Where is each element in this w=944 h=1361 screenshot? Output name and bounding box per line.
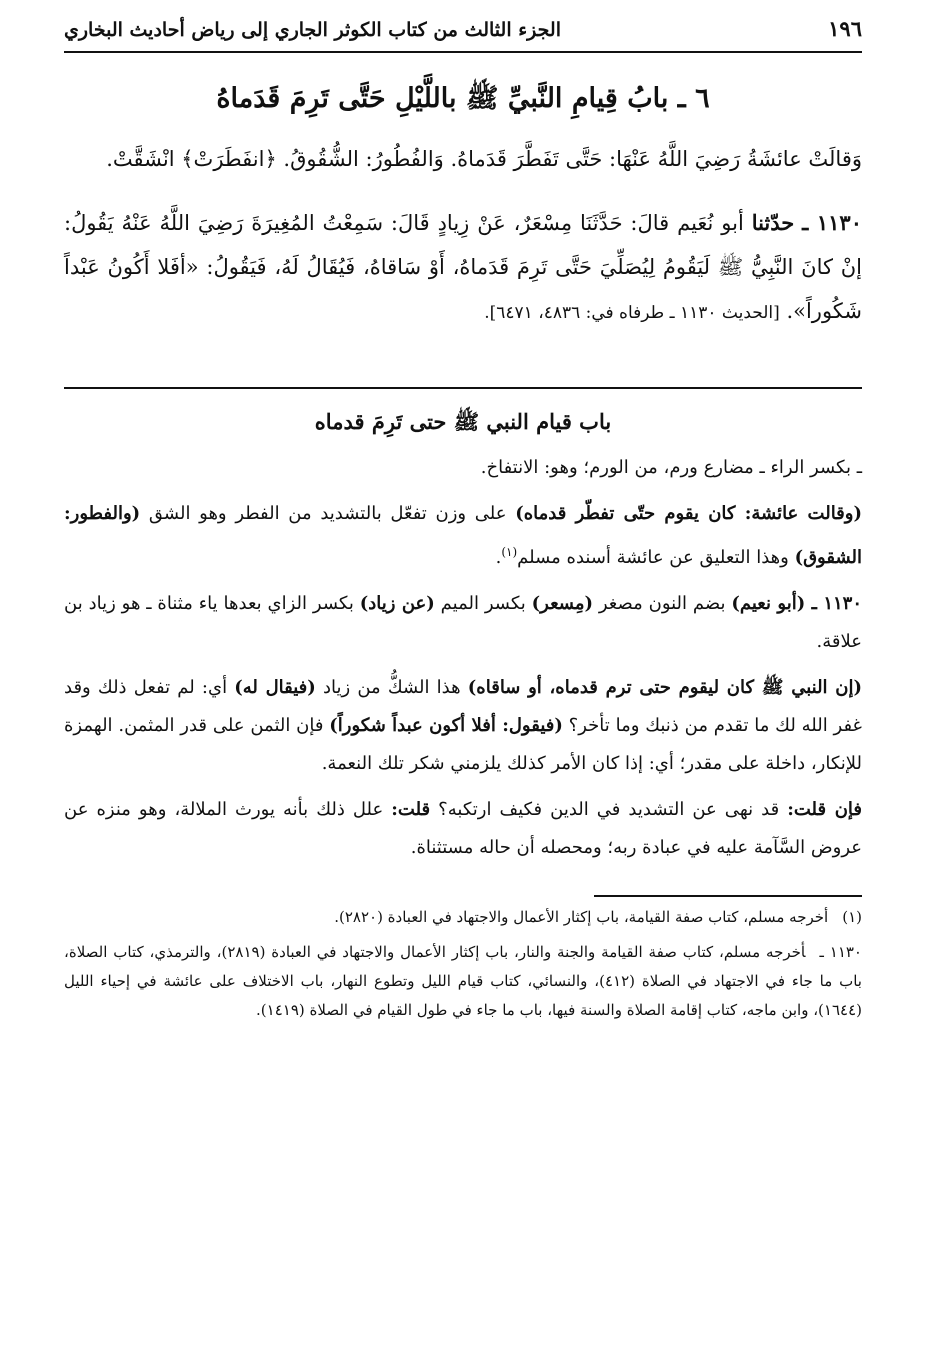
quote-text: (عن زياد): [359, 593, 435, 614]
quote-text: (فيقال له): [234, 677, 316, 698]
answer-lead: قلت:: [391, 799, 431, 820]
quote-text: (وقالت عائشة: كان يقوم حتّى تفطّر قدماه): [515, 503, 862, 524]
commentary-paragraph-3: [64, 585, 862, 661]
commentary-text: وهذا التعليق عن عائشة أسنده مسلم: [517, 547, 795, 568]
footnote-1: [64, 903, 862, 932]
running-title: الجزء الثالث من كتاب الكوثر الجاري إلى رياض أحاديث البخاري: [64, 19, 561, 41]
commentary-paragraph-5: [64, 791, 862, 867]
commentary-text: فإن الثمن على قدر المثمن. الهمزة للإنكار، داخلة على مقدر؛ أي: إذا كان الأمر كذلك يلزمني شكر تلك النعمة.: [64, 715, 862, 774]
footnote-number: (١): [842, 908, 862, 926]
page-number: ١٩٦: [828, 16, 862, 41]
hadith-intro-paragraph: وَقالَتْ عائشَةُ رَضِيَ اللَّهُ عَنْهَا: حَتَّى تَفَطَّرَ قَدَماهُ. وَالفُطُورُ: الشُّقُوقُ. ﴿انفَطَرَتْ﴾ انْشَقَّتْ.: [106, 147, 862, 171]
footnote-text: أخرجه مسلم، كتاب صفة القيامة والجنة والنار، باب إكثار الأعمال والاجتهاد في العبادة (٢٨١٩)، والترمذي، كتاب الصلاة، باب ما جاء في الاجتهاد في الصلاة (٤١٢)، والنسائي، كتاب قيام الليل وتطوع النهار، باب الاختلاف على عائشة في إحياء الليل (١٦٤٤)، وابن ماجه، كتاب إقامة الصلاة والسنة فيها، باب ما جاء في طول القيام في الصلاة (١٤١٩).: [64, 943, 862, 1019]
footnote-divider: [594, 895, 862, 897]
commentary-paragraph-1: ـ بكسر الراء ـ مضارع ورم، من الورم؛ وهو: الانتفاخ.: [480, 457, 862, 478]
quote-text: ١١٣٠ ـ (أبو نعيم): [731, 593, 862, 614]
commentary-paragraph-4: [64, 669, 862, 783]
book-page: [64, 12, 862, 1361]
commentary-text: علل ذلك بأنه يورث الملالة، وهو منزه عن عروض السَّآمة عليه في عبادة ربه؛ ومحصله أن حاله مستثناة.: [64, 799, 862, 858]
hadith-body: أبو نُعَيم قالَ: حَدَّثَنَا مِسْعَرٌ، عَنْ زِيادٍ قَالَ: سَمِعْتُ المُغِيرَةَ رَضِيَ اللَّهُ عَنْهُ يَقُولُ: إنْ كانَ النَّبِيُّ ﷺ لَيَقُومُ لِيُصَلِّيَ حَتَّى تَرِمَ قَدَماهُ، أَوْ سَاقاهُ، فَيُقَالُ لَهُ، فَيَقُولُ: «أفَلا أَكُونُ عَبْداً شَكُوراً».: [64, 211, 862, 323]
footnote-text: أخرجه مسلم، كتاب صفة القيامة، باب إكثار الأعمال والاجتهاد في العبادة (٢٨٢٠).: [334, 908, 829, 926]
quote-text: (مِسعر): [531, 593, 593, 614]
chapter-title: ٦ ـ بابُ قِيامِ النَّبيِّ ﷺ باللَّيْلِ حَتَّى تَرِمَ قَدَماهُ: [216, 83, 710, 114]
commentary-title: باب قيام النبي ﷺ حتى تَرِمَ قدماه: [314, 409, 612, 434]
commentary-text: بضم النون مصغر: [593, 593, 732, 614]
commentary-text: أي: لم تفعل ذلك وقد غفر الله لك ما تقدم من ذنبك وما تأخر؟: [64, 677, 862, 736]
commentary-text: .: [495, 547, 502, 568]
commentary-paragraph-2: [64, 495, 862, 577]
hadith-narration-lead: حدّثنا: [751, 210, 795, 235]
hadith-number: ١١٣٠ ـ: [802, 210, 862, 235]
question-lead: فإن قلت:: [787, 799, 862, 820]
quote-text: (فيقول: أفلا أكون عبداً شكوراً): [329, 715, 563, 736]
quote-text: (والفطور: الشقوق): [64, 503, 862, 568]
quote-text: (إن النبي ﷺ كان ليقوم حتى ترم قدماه، أو ساقاه): [467, 677, 862, 698]
running-header: [64, 12, 862, 53]
hadith-paragraph: [64, 201, 862, 335]
section-divider: [64, 387, 862, 389]
commentary-text: بكسر الميم: [434, 593, 532, 614]
hadith-reference: [الحديث ١١٣٠ ـ طرفاه في: ٤٨٣٦، ٦٤٧١].: [484, 303, 780, 323]
commentary-text: هذا الشكُّ من زياد: [315, 677, 468, 698]
commentary-text: بكسر الزاي بعدها ياء مثناة ـ هو زياد بن علاقة.: [64, 593, 862, 652]
footnote-2: [64, 938, 862, 1025]
footnote-marker[interactable]: (١): [501, 545, 518, 559]
commentary-text: قد نهى عن التشديد في الدين فكيف ارتكبه؟: [430, 799, 788, 820]
commentary-text: على وزن تفعّل بالتشديد من الفطر وهو الشق: [140, 503, 516, 524]
footnote-number: ١١٣٠ ـ: [819, 943, 862, 961]
